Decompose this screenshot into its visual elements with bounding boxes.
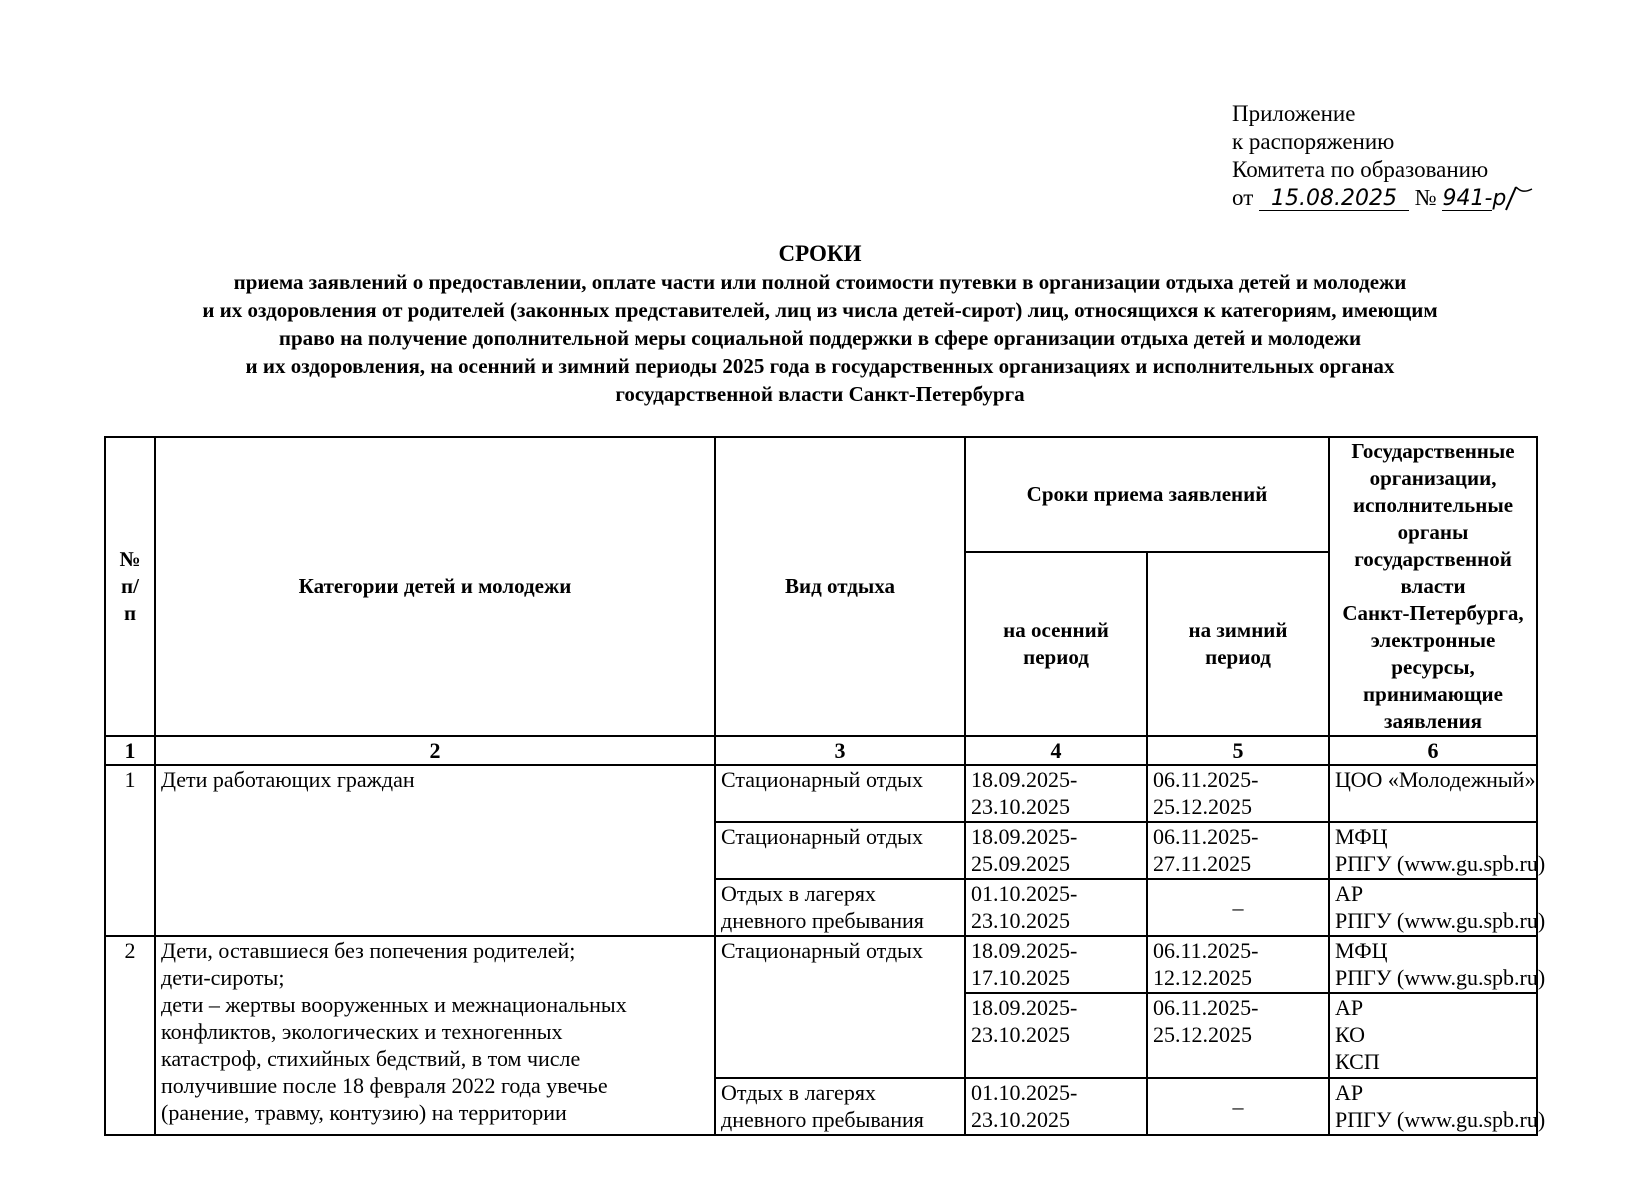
header-row: [105, 437, 1537, 552]
row-category: Дети работающих граждан: [155, 765, 715, 936]
subtitle-line: приема заявлений о предоставлении, оплате части или полной стоимости путевки в организации отдыха детей и молодежи: [233, 270, 1407, 294]
header-category: Категории детей и молодежи: [155, 437, 715, 736]
number-label: №: [1414, 185, 1437, 210]
document-title: СРОКИ: [778, 241, 862, 266]
column-number: 5: [1147, 736, 1329, 765]
row-autumn-period: 18.09.2025- 17.10.2025: [965, 936, 1147, 993]
appendix-order-line: к распоряжению: [1232, 129, 1395, 154]
row-kind: Стационарный отдых: [715, 765, 965, 822]
row-winter-period: 06.11.2025- 25.12.2025: [1147, 765, 1329, 822]
row-number: 1: [105, 765, 155, 936]
header-kind: Вид отдыха: [715, 437, 965, 736]
handwritten-number: 941-р: [1442, 186, 1507, 211]
header-winter: на зимний период: [1147, 552, 1329, 736]
row-organization: МФЦ РПГУ (www.gu.spb.ru): [1329, 822, 1537, 879]
row-autumn-period: 18.09.2025- 23.10.2025: [965, 993, 1147, 1078]
row-organization: МФЦ РПГУ (www.gu.spb.ru): [1329, 936, 1537, 993]
row-organization: АР КО КСП: [1329, 993, 1537, 1078]
row-winter-period: 06.11.2025- 27.11.2025: [1147, 822, 1329, 879]
row-kind: Отдых в лагерях дневного пребывания: [715, 1078, 965, 1135]
row-winter-period: 06.11.2025- 12.12.2025: [1147, 936, 1329, 993]
row-organization: АР РПГУ (www.gu.spb.ru): [1329, 879, 1537, 936]
subtitle-line: и их оздоровления, на осенний и зимний периоды 2025 года в государственных организациях и исполнительных органах: [245, 354, 1395, 378]
row-kind: Стационарный отдых: [715, 822, 965, 879]
column-number-row: [105, 736, 1537, 765]
handwritten-slash-mark: [1498, 185, 1538, 211]
column-number: 4: [965, 736, 1147, 765]
row-autumn-period: 01.10.2025- 23.10.2025: [965, 1078, 1147, 1135]
column-number: 2: [155, 736, 715, 765]
row-kind: Стационарный отдых: [715, 936, 965, 1078]
subtitle-line: государственной власти Санкт-Петербурга: [615, 382, 1025, 406]
row-organization: ЦОО «Молодежный»: [1329, 765, 1537, 822]
header-autumn: на осенний период: [965, 552, 1147, 736]
table-row: [105, 936, 1537, 993]
appendix-committee-line: Комитета по образованию: [1232, 157, 1489, 182]
header-period-group: Сроки приема заявлений: [965, 437, 1329, 552]
appendix-title: Приложение: [1232, 101, 1356, 126]
handwritten-date: 15.08.2025: [1259, 188, 1409, 211]
subtitle-line: право на получение дополнительной меры социальной поддержки в сфере организации отдыха детей и молодежи: [278, 326, 1362, 350]
row-organization: АР РПГУ (www.gu.spb.ru): [1329, 1078, 1537, 1135]
table-row: [105, 765, 1537, 822]
subtitle-line: и их оздоровления от родителей (законных представителей, лиц из числа детей-сирот) лиц, относящихся к категориям, имеющим: [202, 298, 1438, 322]
row-autumn-period: 18.09.2025- 23.10.2025: [965, 765, 1147, 822]
row-winter-period: 06.11.2025- 25.12.2025: [1147, 993, 1329, 1078]
from-label: от: [1232, 185, 1254, 210]
document-subtitle: [100, 268, 1540, 408]
header-organizations: Государственные организации, исполнительные органы государственной власти Санкт-Петербурга, электронные ресурсы, принимающие заявления: [1329, 437, 1537, 736]
column-number: 6: [1329, 736, 1537, 765]
appendix-block: [1232, 100, 1538, 212]
appendix-date-number-line: [1232, 184, 1538, 212]
deadlines-table: [104, 436, 1546, 1136]
column-number: 3: [715, 736, 965, 765]
column-number: 1: [105, 736, 155, 765]
row-kind: Отдых в лагерях дневного пребывания: [715, 879, 965, 936]
row-autumn-period: 01.10.2025- 23.10.2025: [965, 879, 1147, 936]
row-category: Дети, оставшиеся без попечения родителей; дети-сироты; дети – жертвы вооруженных и межнациональных конфликтов, экологических и техногенных катастроф, стихийных бедствий, в том числе получившие после 18 февраля 2022 года увечье (ранение, травму, контузию) на территории: [155, 936, 715, 1135]
row-number: 2: [105, 936, 155, 1135]
header-number: № п/ п: [105, 437, 155, 736]
row-winter-period: –: [1147, 879, 1329, 936]
row-autumn-period: 18.09.2025- 25.09.2025: [965, 822, 1147, 879]
row-winter-period: –: [1147, 1078, 1329, 1135]
